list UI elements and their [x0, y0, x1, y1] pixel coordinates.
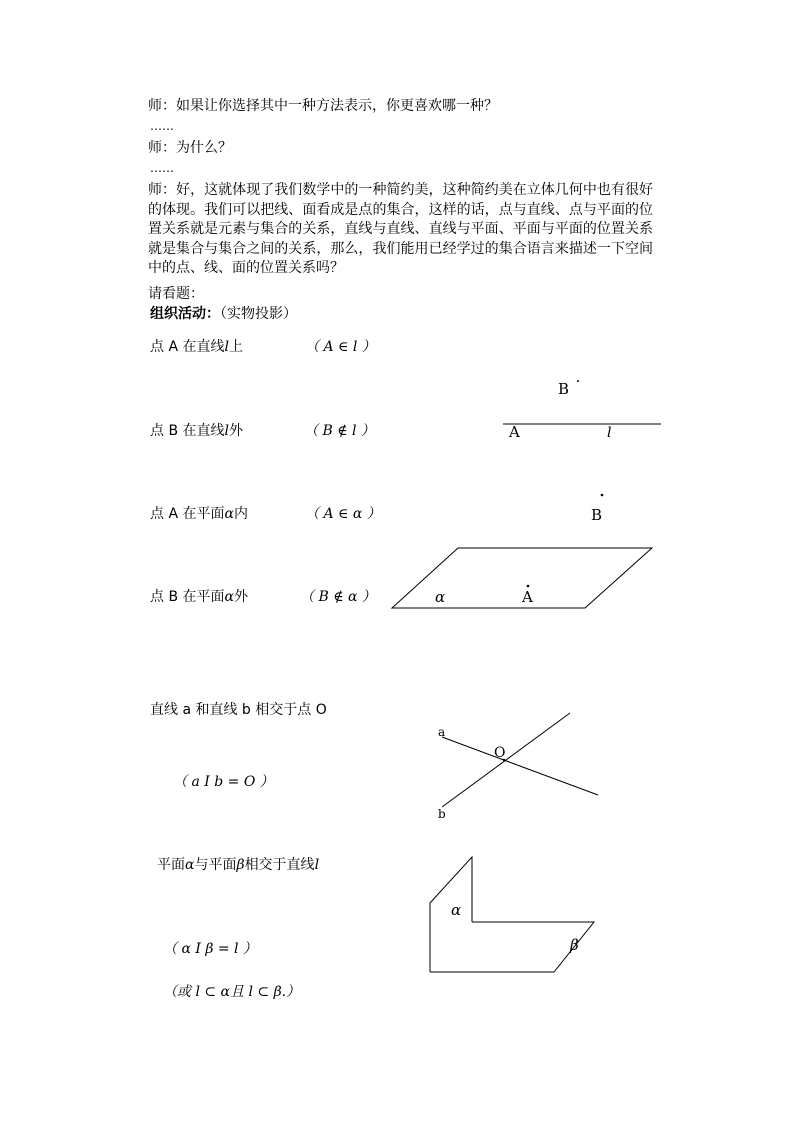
relation-3-suffix: 内	[233, 506, 248, 522]
line-l-label: l	[607, 425, 612, 441]
activity-note: （实物投影）	[220, 306, 297, 322]
dialogue-question-2: 师：为什么？	[148, 140, 232, 156]
relation-2-text: 点 B 在直线	[150, 423, 225, 439]
relation-3-text: 点 A 在平面	[150, 506, 225, 522]
activity-label: 组织活动：	[150, 306, 220, 322]
relation-6-alt: （或 l ⊂ α且 l ⊂ β.）	[163, 984, 301, 1000]
relation-1-suffix: 上	[228, 339, 243, 355]
plane-alpha-label-2: α	[451, 901, 462, 919]
relation-1-var: l	[224, 339, 229, 355]
ellipsis-2: ……	[150, 161, 174, 175]
relation-2-notation: （ B ∉ l ）	[304, 423, 375, 439]
line-b	[442, 713, 570, 807]
intersecting-planes-figure	[430, 857, 594, 972]
relation-2-var: l	[224, 423, 229, 439]
relation-6-text-b: 与平面	[194, 857, 237, 873]
relation-4-var: α	[224, 589, 234, 605]
plane-beta-label: β	[570, 936, 579, 954]
prompt-text: 请看题：	[148, 286, 204, 302]
point-b-dot	[577, 380, 579, 382]
relation-1-text: 点 A 在直线	[150, 339, 225, 355]
relation-4-text: 点 B 在平面	[150, 589, 225, 605]
plane-alpha-label: α	[435, 588, 446, 606]
teacher-paragraph: 师：好，这就体现了我们数学中的一种简约美，这种简约美在立体几何中也有很好的体现。我们可以把线、面看成是点的集合，这样的话，点与直线、点与平面的位置关系就是元素与集合的关系，直线与直线、直线与平面、平面与平面的位置关系就是集合与集合之间的关系，那么，我们能用已经学过的集合语言来描述一下空间中的点、线、面的位置关系吗？	[148, 182, 653, 276]
relation-6-notation: （ α I β = l ）	[163, 941, 257, 957]
line-figure	[503, 380, 661, 441]
relation-2-suffix: 外	[229, 423, 243, 439]
point-a-dot	[527, 585, 530, 588]
relation-3-notation: （ A ∈ α ）	[305, 506, 381, 522]
point-b-label: B	[558, 380, 570, 398]
point-o-label: O	[494, 745, 506, 761]
line-a	[442, 737, 598, 795]
dialogue-question-1: 师：如果让你选择其中一种方法表示，你更喜欢哪一种？	[148, 98, 498, 114]
relation-1-notation: （ A ∈ l ）	[305, 339, 376, 355]
plane-figure	[392, 494, 652, 608]
relation-5-notation: （ a I b = O ）	[173, 774, 274, 790]
relation-lines-intersect: 直线 a 和直线 b 相交于点 O	[150, 702, 327, 718]
point-a-label: A	[509, 423, 520, 441]
line-a-label: a	[438, 725, 446, 739]
point-b-label-2: B	[591, 506, 603, 524]
relation-3-var: α	[224, 506, 234, 522]
line-b-label: b	[438, 807, 446, 821]
relation-4-notation: （ B ∉ α ）	[300, 589, 376, 605]
relation-4-suffix: 外	[233, 589, 248, 605]
relation-6-var2: β	[236, 857, 245, 873]
point-a-label-2: A	[522, 588, 533, 606]
relation-6-var3: l	[314, 857, 320, 873]
point-b-dot-2	[601, 494, 604, 497]
intersecting-lines-figure	[438, 713, 598, 821]
ellipsis-1: ……	[150, 119, 174, 133]
relation-6-text-c: 相交于直线	[244, 857, 315, 873]
relation-6-var1: α	[185, 857, 195, 873]
relation-6-text-a: 平面	[157, 857, 185, 873]
